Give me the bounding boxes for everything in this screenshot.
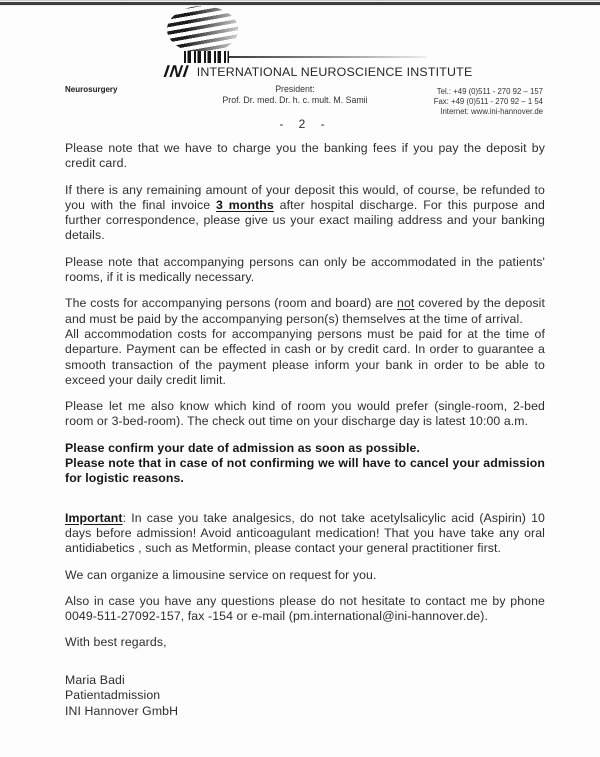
signature-company: INI Hannover GmbH [65,703,179,718]
contact-block [434,87,543,117]
paragraph-contact-questions: Also in case you have any questions please do not hesitate to contact me by phone 0049-511-27092-157, fax -154 or e-mail (pm.international@ini-hannover.de). [65,593,545,624]
closing-line: With best regards, [65,635,167,650]
ini-logo-mark: INI [162,61,191,81]
department-label: Neurosurgery [65,85,118,94]
president-name: Prof. Dr. med. Dr. h. c. mult. M. Samii [222,95,368,105]
paragraph-room-preference: Please let me also know which kind of room you would prefer (single-room, 2-bed room or 3-bed-room). The check out time on your discharge day is latest 10:00 a.m. [65,399,545,429]
confirm-admission-line2: Please note that in case of not confirming we will have to cancel your admission for logistic reasons. [65,456,545,486]
contact-fax: Fax: +49 (0)511 - 270 92 – 1 54 [433,97,543,106]
costs-text-start: The costs for accompanying persons (room and board) are [65,296,398,311]
paragraph-important-medication [65,511,545,557]
important-text: : In case you take analgesics, do not take acetylsalicylic acid (Aspirin) 10 days before admission! Avoid anticoagulant medication! That you have take any oral antidiabetics , such as Metformin, please contact your general practitioner first. [65,510,545,556]
logo-underline-rule [229,56,427,58]
contact-tel: Tel.: +49 (0)511 - 270 92 – 157 [436,87,543,96]
paragraph-confirm-admission [65,441,545,487]
costs-text-end: covered by the deposit and must be paid by the accompanying person(s) themselves at the time of arrival. [65,296,545,326]
org-name: INTERNATIONAL NEUROSCIENCE INSTITUTE [196,64,473,79]
signature-block [65,673,545,720]
striped-globe-icon [167,6,238,53]
costs-not-emphasis: not [397,296,415,311]
paragraph-accompanying-costs [65,296,545,327]
paragraph-refund [65,183,545,244]
paragraph-accompanying-rooms: Please note that accompanying persons can only be accommodated in the patients' rooms, if it is medically necessary. [65,254,545,285]
signature-name: Maria Badi [65,672,125,687]
brand-row [164,62,472,81]
refund-text-start: If there is any remaining amount of your deposit this would, of course, be refunded to you with the final invoice [65,182,545,212]
president-label: President: [275,84,315,94]
signature-role: Patientadmission [65,688,161,703]
refund-text-end: after hospital discharge. For this purpose and further correspondence, please give us your exact mailing address and your banking details. [65,197,545,243]
important-emphasis: Important [65,510,123,525]
page-number: - 2 - [279,117,331,131]
president-block [165,84,425,106]
paragraph-banking-fees: Please note that we have to charge you the banking fees if you pay the deposit by credit card. [65,141,545,171]
letter-body [65,141,545,719]
page-top-border [0,0,600,6]
contact-internet: Internet: www.ini-hannover.de [440,107,543,116]
refund-3-months-emphasis: 3 months [216,197,274,212]
confirm-admission-line1: Please confirm your date of admission as soon as possible. [65,440,420,455]
paragraph-accommodation-payment: All accommodation costs for accompanying persons must be paid for at the time of departure. Payment can be effected in cash or by credit card. In order to guarantee a smooth transaction of the payment please inform your bank in order to be able to exceed your daily credit limit. [65,326,545,387]
paragraph-limousine: We can organize a limousine service on request for you. [65,567,377,582]
